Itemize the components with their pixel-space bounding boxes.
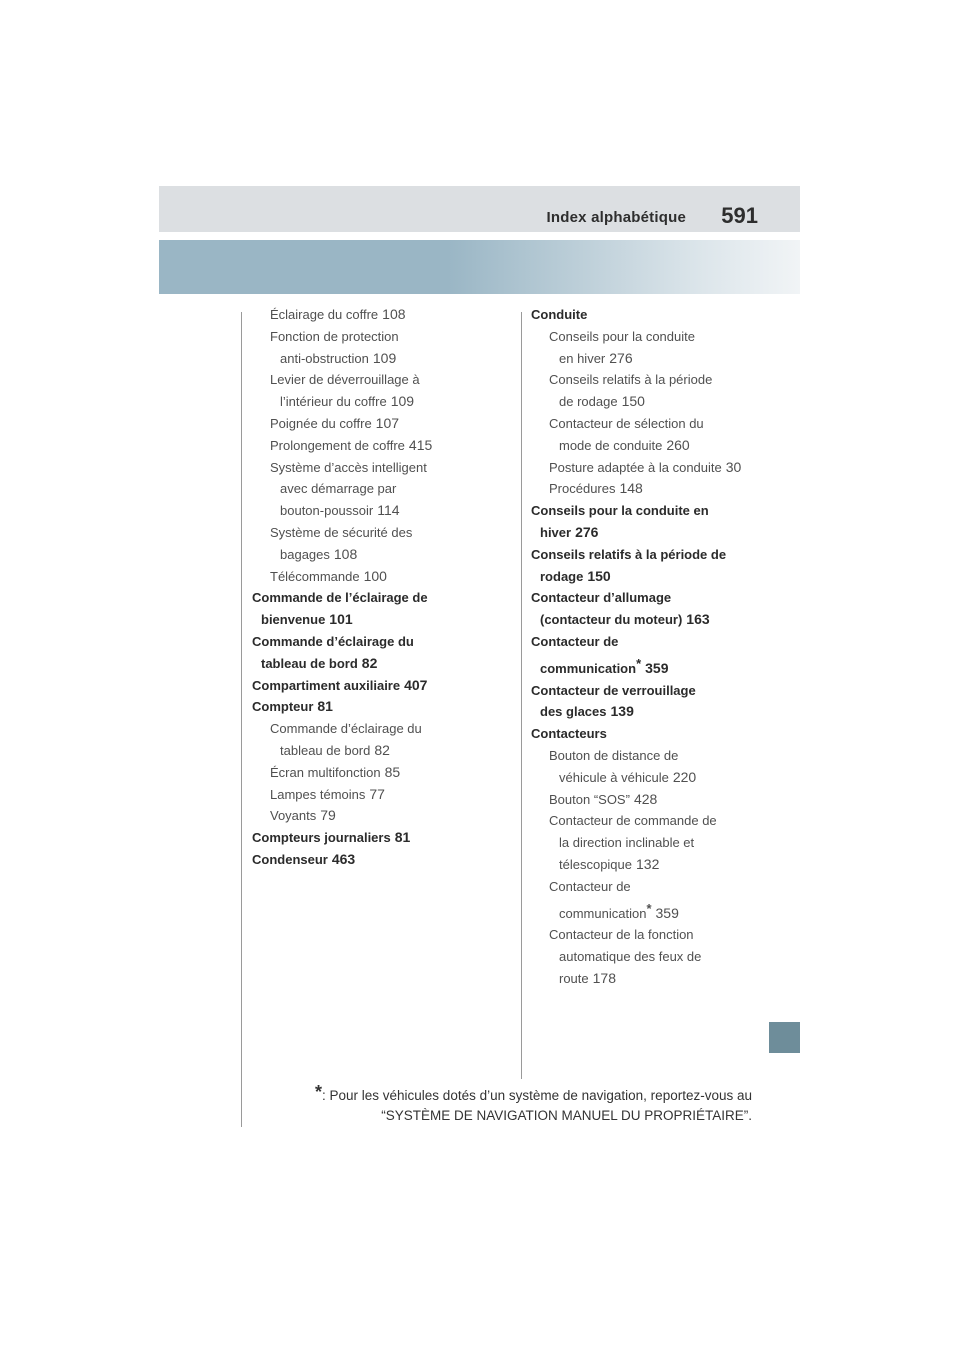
page-reference: 428 bbox=[633, 790, 658, 807]
entry-term: route bbox=[559, 970, 589, 986]
entry-leader-line bbox=[270, 391, 471, 413]
index-entry bbox=[531, 478, 750, 500]
entry-leader-line bbox=[270, 566, 471, 588]
page-reference: 139 bbox=[610, 703, 634, 720]
entry-leader-line bbox=[549, 898, 750, 925]
entry-leader-line bbox=[531, 701, 750, 723]
header-gradient-band bbox=[159, 240, 800, 294]
entry-term: Lampes témoins bbox=[270, 786, 366, 802]
footnote-marker: * bbox=[646, 900, 652, 916]
index-entry bbox=[531, 631, 750, 680]
page-reference: 107 bbox=[375, 414, 400, 431]
index-entry bbox=[252, 326, 471, 370]
entry-leader-line bbox=[549, 789, 750, 811]
page-reference: 114 bbox=[377, 502, 400, 519]
index-entry bbox=[531, 587, 750, 631]
page-reference: 108 bbox=[333, 545, 358, 562]
entry-text-line: automatique des feux de bbox=[559, 949, 702, 965]
entry-leader-line bbox=[270, 762, 471, 784]
index-entry bbox=[252, 413, 471, 435]
entry-leader-line bbox=[270, 740, 471, 762]
entry-term: télescopique bbox=[559, 856, 632, 872]
entry-term: bienvenue bbox=[261, 612, 326, 628]
entry-text-line: Bouton de distance de bbox=[549, 747, 679, 763]
entry-text-line: Conseils pour la conduite bbox=[549, 328, 695, 344]
entry-leader-line bbox=[549, 391, 750, 413]
page-reference: 30 bbox=[725, 458, 742, 475]
page-reference: 359 bbox=[655, 904, 679, 921]
index-column-left bbox=[252, 304, 471, 871]
entry-leader-line bbox=[270, 500, 471, 522]
entry-text-line: Conduite bbox=[531, 307, 588, 322]
entry-text-line: Commande d’éclairage du bbox=[270, 721, 422, 737]
entry-text-line: Contacteur de bbox=[531, 633, 619, 649]
entry-leader-line bbox=[270, 544, 471, 566]
page-reference: 85 bbox=[384, 763, 401, 780]
index-entry bbox=[252, 805, 471, 827]
page-reference: 100 bbox=[363, 567, 387, 584]
index-entry bbox=[531, 326, 750, 370]
entry-leader-line bbox=[252, 827, 471, 849]
column-rule-middle bbox=[521, 312, 522, 1079]
entry-leader-line bbox=[549, 457, 750, 479]
entry-leader-line bbox=[252, 696, 471, 718]
index-entry bbox=[252, 762, 471, 784]
entry-leader-line bbox=[531, 609, 750, 631]
page-reference: 415 bbox=[408, 436, 433, 453]
entry-leader-line bbox=[270, 805, 471, 827]
page-reference: 109 bbox=[390, 393, 415, 410]
footnote-marker: * bbox=[314, 1082, 322, 1102]
entry-text-line: Système d’accès intelligent bbox=[270, 459, 427, 475]
index-entry bbox=[531, 680, 750, 724]
index-entry bbox=[252, 631, 471, 675]
entry-leader-line bbox=[252, 675, 471, 697]
entry-leader-line bbox=[270, 435, 471, 457]
page-reference: 178 bbox=[592, 969, 616, 986]
column-rule-left bbox=[241, 312, 242, 1127]
index-column-right bbox=[531, 304, 750, 990]
entry-term: Compteurs journaliers bbox=[252, 830, 391, 846]
index-entry bbox=[252, 304, 471, 326]
entry-text-line: Système de sécurité des bbox=[270, 524, 413, 540]
entry-term: mode de conduite bbox=[559, 437, 663, 453]
entry-term: des glaces bbox=[540, 704, 607, 720]
index-entry bbox=[252, 784, 471, 806]
index-entry bbox=[531, 500, 750, 544]
entry-term: Écran multifonction bbox=[270, 764, 381, 780]
entry-term: Prolongement de coffre bbox=[270, 437, 405, 453]
page-reference: 150 bbox=[621, 393, 645, 410]
entry-term: hiver bbox=[540, 524, 572, 540]
index-entry bbox=[252, 827, 471, 849]
index-entry bbox=[531, 924, 750, 989]
entry-text-line: avec démarrage par bbox=[280, 481, 397, 497]
chapter-thumb-tab bbox=[769, 1022, 800, 1053]
index-entry bbox=[252, 522, 471, 566]
page-reference: 81 bbox=[394, 829, 411, 846]
entry-leader-line bbox=[531, 566, 750, 588]
page-reference: 82 bbox=[374, 741, 390, 758]
page-reference: 79 bbox=[320, 807, 336, 824]
entry-text-line: Contacteur de commande de bbox=[549, 813, 717, 829]
index-entry bbox=[531, 413, 750, 457]
index-entry bbox=[531, 810, 750, 875]
index-entry bbox=[531, 723, 750, 745]
entry-term: l’intérieur du coffre bbox=[280, 394, 387, 410]
index-entry bbox=[531, 457, 750, 479]
index-entry bbox=[252, 675, 471, 697]
entry-term: Bouton “SOS” bbox=[549, 791, 630, 807]
entry-text-line: Conseils pour la conduite en bbox=[531, 503, 709, 519]
index-entry bbox=[531, 745, 750, 789]
entry-text-line: Conseils relatifs à la période de bbox=[531, 546, 727, 562]
section-title: Index alphabétique bbox=[546, 209, 686, 226]
entry-term: Éclairage du coffre bbox=[270, 307, 379, 322]
index-entry bbox=[252, 369, 471, 413]
entry-text-line: Commande de l’éclairage de bbox=[252, 590, 428, 606]
entry-text-line: Contacteur de bbox=[549, 878, 631, 894]
entry-text-line: Contacteur d’allumage bbox=[531, 590, 672, 606]
entry-leader-line bbox=[252, 609, 471, 631]
page-reference: 82 bbox=[361, 654, 378, 671]
page-reference: 359 bbox=[645, 659, 669, 676]
entry-text-line: Conseils relatifs à la période bbox=[549, 372, 713, 388]
entry-leader-line bbox=[549, 478, 750, 500]
entry-leader-line bbox=[252, 653, 471, 675]
entry-term: communication bbox=[559, 905, 647, 921]
entry-term: bouton-poussoir bbox=[280, 503, 374, 519]
entry-leader-line bbox=[531, 522, 750, 544]
entry-leader-line bbox=[270, 304, 471, 326]
page-reference: 101 bbox=[329, 611, 353, 628]
entry-leader-line bbox=[549, 767, 750, 789]
entry-leader-line bbox=[549, 854, 750, 876]
index-entry bbox=[252, 718, 471, 762]
entry-term: Télécommande bbox=[270, 568, 360, 584]
entry-text-line: Contacteur de la fonction bbox=[549, 927, 694, 943]
entry-term: (contacteur du moteur) bbox=[540, 612, 683, 628]
page-reference: 150 bbox=[587, 567, 611, 584]
index-entry bbox=[252, 457, 471, 522]
footnote-line-2: “SYSTÈME DE NAVIGATION MANUEL DU PROPRIÉTAIRE”. bbox=[381, 1108, 752, 1123]
entry-term: Compartiment auxiliaire bbox=[252, 677, 401, 693]
entry-term: tableau de bord bbox=[280, 742, 371, 758]
entry-leader-line bbox=[531, 653, 750, 680]
page-reference: 132 bbox=[636, 855, 660, 872]
entry-term: Condenseur bbox=[252, 851, 328, 867]
footnote bbox=[300, 1082, 752, 1126]
entry-text-line: Fonction de protection bbox=[270, 328, 399, 344]
page-reference: 81 bbox=[317, 698, 333, 715]
page-header bbox=[159, 186, 800, 232]
entry-term: de rodage bbox=[559, 394, 618, 410]
index-entry bbox=[531, 544, 750, 588]
page-reference: 148 bbox=[619, 480, 643, 497]
page-reference: 77 bbox=[369, 785, 385, 802]
page-reference: 276 bbox=[575, 523, 599, 540]
entry-term: Voyants bbox=[270, 808, 317, 824]
footnote-marker: * bbox=[636, 655, 642, 671]
index-entry bbox=[531, 789, 750, 811]
page-reference: 260 bbox=[666, 436, 690, 453]
entry-term: Posture adaptée à la conduite bbox=[549, 459, 722, 475]
footnote-line-1: : Pour les véhicules dotés d’un système de navigation, reportez-vous au bbox=[322, 1088, 752, 1103]
entry-leader-line bbox=[270, 413, 471, 435]
index-entry bbox=[252, 849, 471, 871]
entry-text-line: Contacteur de sélection du bbox=[549, 415, 704, 431]
entry-leader-line bbox=[270, 784, 471, 806]
entry-term: Poignée du coffre bbox=[270, 415, 372, 431]
page-reference: 163 bbox=[686, 611, 710, 628]
page-reference: 220 bbox=[672, 768, 697, 785]
entry-term: en hiver bbox=[559, 350, 606, 366]
page-reference: 407 bbox=[404, 676, 428, 693]
page-reference: 463 bbox=[331, 850, 356, 867]
page-reference: 276 bbox=[609, 349, 633, 366]
entry-leader-line bbox=[549, 435, 750, 457]
index-entry bbox=[252, 587, 471, 631]
index-entry bbox=[252, 696, 471, 718]
index-entry bbox=[531, 369, 750, 413]
entry-text-line: Contacteurs bbox=[531, 726, 607, 742]
entry-term: véhicule à véhicule bbox=[559, 769, 669, 785]
entry-term: tableau de bord bbox=[261, 655, 358, 671]
index-entry bbox=[252, 566, 471, 588]
entry-term: rodage bbox=[540, 568, 584, 584]
index-entry bbox=[531, 876, 750, 925]
entry-text-line: la direction inclinable et bbox=[559, 835, 695, 851]
page-reference: 108 bbox=[382, 306, 406, 322]
entry-text-line: Commande d’éclairage du bbox=[252, 633, 414, 649]
entry-term: Compteur bbox=[252, 699, 314, 715]
entry-term: Procédures bbox=[549, 481, 616, 497]
entry-leader-line bbox=[549, 348, 750, 370]
entry-leader-line bbox=[549, 968, 750, 990]
index-entry bbox=[252, 435, 471, 457]
entry-term: communication bbox=[540, 660, 637, 676]
entry-text-line: Levier de déverrouillage à bbox=[270, 372, 420, 388]
page-number: 591 bbox=[721, 203, 758, 228]
entry-term: anti-obstruction bbox=[280, 350, 369, 366]
entry-text-line: Contacteur de verrouillage bbox=[531, 682, 696, 698]
index-entry bbox=[531, 304, 750, 326]
entry-leader-line bbox=[270, 348, 471, 370]
entry-leader-line bbox=[252, 849, 471, 871]
entry-term: bagages bbox=[280, 546, 330, 562]
page-reference: 109 bbox=[372, 349, 397, 366]
